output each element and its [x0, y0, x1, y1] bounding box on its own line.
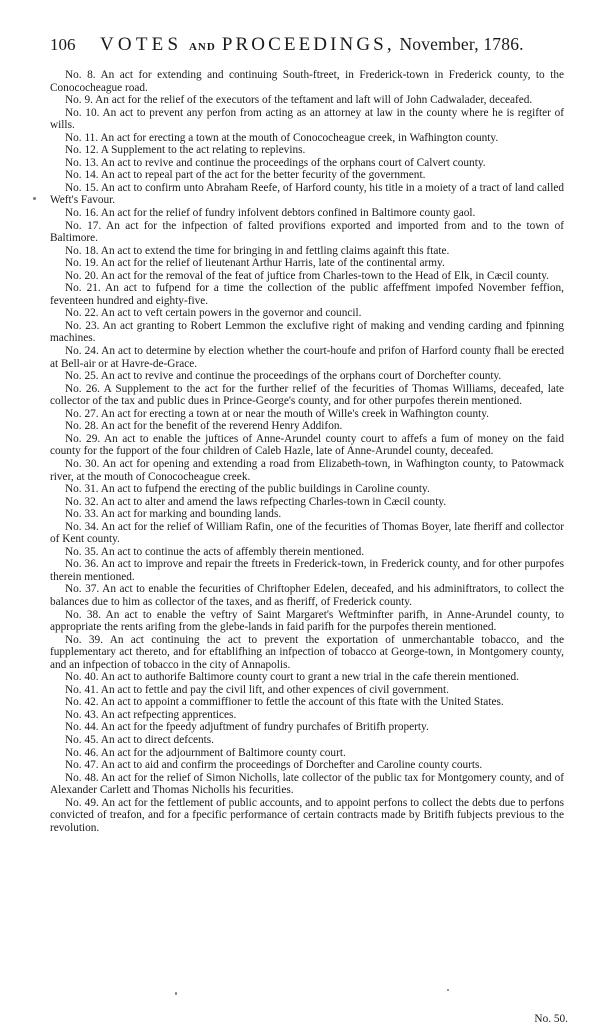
act-entry — [50, 207, 564, 220]
act-entry — [50, 583, 564, 608]
act-text: An act for erecting a town at or near the mouth of Wille's creek in Wafhington county. — [100, 407, 489, 420]
act-number: No. 20. — [65, 269, 99, 282]
act-entry — [50, 320, 564, 345]
act-text: An act for the relief of lieutenant Arthur Harris, late of the continental army. — [100, 257, 445, 270]
act-entry — [50, 496, 564, 509]
act-number: No. 44. — [65, 721, 99, 734]
act-entry — [50, 144, 564, 157]
act-entry — [50, 747, 564, 760]
act-entry — [50, 169, 564, 182]
act-text: An act for erecting a town at the mouth of Conococheague creek, in Wafhington county. — [100, 131, 499, 144]
act-number: No. 30. — [65, 457, 100, 470]
page-number: 106 — [50, 35, 76, 54]
act-entry — [50, 734, 564, 747]
act-text: An act to continue the acts of affembly therein mentioned. — [100, 545, 365, 558]
act-number: No. 25. — [65, 370, 99, 383]
act-number: No. 41. — [65, 683, 99, 696]
act-text: An act for the relief of fundry infolvent debtors confined in Baltimore county gaol. — [100, 207, 476, 220]
act-text: An act to aid and confirm the proceedings of Dorchefter and Caroline county courts. — [100, 759, 483, 772]
act-text: An act to enable the juftices of Anne-Arundel county court to affefs a fum of money on the faid county for the fupport of the four children of Caleb Hazle, late of Anne-Arundel county, deceafed. — [50, 432, 565, 458]
act-text: An act for the removal of the feat of juftice from Charles-town to the Head of Elk, in Cæcil county. — [100, 269, 549, 282]
act-text: An act to fufpend the erecting of the public buildings in Caroline county. — [100, 483, 430, 496]
act-number: No. 42. — [65, 696, 99, 709]
scan-speck — [447, 989, 449, 991]
act-number: No. 26. — [65, 382, 100, 395]
act-text: An act to fettle and pay the civil lift, and other expences of civil government. — [100, 683, 449, 696]
act-number: No. 27. — [65, 407, 99, 420]
act-entry — [50, 420, 564, 433]
act-number: No. 8. — [65, 69, 96, 81]
act-entry — [50, 521, 564, 546]
act-number: No. 40. — [65, 671, 99, 684]
act-number: No. 13. — [65, 156, 99, 169]
act-number: No. 17. — [65, 219, 102, 232]
act-text: An act to revive and continue the proceedings of the orphans court of Calvert county. — [100, 156, 486, 169]
act-entry — [50, 383, 564, 408]
act-number: No. 37. — [65, 583, 100, 596]
act-entry — [50, 270, 564, 283]
act-entry — [50, 94, 564, 107]
act-entry — [50, 245, 564, 258]
page-header — [50, 33, 570, 55]
act-number: No. 48. — [65, 771, 99, 784]
act-entry — [50, 307, 564, 320]
act-number: No. 24. — [65, 345, 99, 358]
act-number: No. 21. — [65, 282, 101, 295]
act-text: An act for the fpeedy adjuftment of fundry purchafes of Britifh property. — [100, 721, 429, 734]
act-text: An act to improve and repair the ftreets in Frederick-town, in Frederick county, and for other purpofes therein mentioned. — [50, 558, 565, 583]
act-number: No. 45. — [65, 733, 99, 746]
act-number: No. 49. — [65, 796, 99, 809]
act-text: An act for the fettlement of public accounts, and to appoint perfons to collect the debts due to perfons convicted of treafon, and for a fpecific performance of certain contracts made by Britifh fubjects previous to the revolution. — [50, 796, 565, 834]
act-text: An act for the relief of the executors of the teftament and laft will of John Cadwalader, deceafed. — [95, 94, 533, 107]
act-number: No. 22. — [65, 307, 99, 320]
act-entry — [50, 408, 564, 421]
act-number: No. 38. — [65, 608, 101, 621]
act-entry — [50, 671, 564, 684]
act-entry — [50, 107, 564, 132]
act-text: An act for the adjournment of Baltimore county court. — [100, 746, 346, 759]
act-number: No. 39. — [65, 633, 104, 646]
act-entry — [50, 132, 564, 145]
act-text: An act for the benefit of the reverend Henry Addifon. — [100, 420, 343, 433]
act-number: No. 15. — [65, 181, 99, 194]
act-number: No. 36. — [65, 558, 99, 571]
act-entry — [50, 546, 564, 559]
act-text: A Supplement to the act relating to replevins. — [100, 144, 306, 157]
act-number: No. 12. — [65, 144, 99, 157]
act-text: An act continuing the act to prevent the exportation of unmerchantable tobacco, and the fupplementary act thereto, and for eftablifhing an infpection of tobacco at George-town, in Montgomery county, and an infpection of tobacco in the city of Annapolis. — [50, 633, 565, 671]
act-text: An act to revive and continue the proceedings of the orphans court of Dorchefter county. — [100, 370, 502, 383]
act-text: An act to fufpend for a time the collection of the public affeffment impofed November feffion, feventeen hundred and eighty-five. — [50, 282, 565, 307]
act-text: An act to authorife Baltimore county court to grant a new trial in the cafe therein mentioned. — [100, 671, 519, 684]
act-entry — [50, 182, 564, 207]
act-number: No. 14. — [65, 169, 99, 182]
act-entry — [50, 696, 564, 709]
act-number: No. 33. — [65, 508, 99, 521]
act-entry — [50, 458, 564, 483]
title-votes: VOTES — [100, 34, 183, 55]
act-entry — [50, 508, 564, 521]
act-text: An act to enable the fecurities of Chriftopher Edelen, deceafed, and his adminiftrators, to collect the balances due to him as collector of the taxes, and as fheriff, of Frederick county. — [50, 583, 565, 608]
catchword: No. 50. — [534, 1013, 568, 1025]
act-number: No. 43. — [65, 708, 99, 721]
act-number: No. 9. — [65, 94, 93, 107]
act-number: No. 28. — [65, 420, 99, 433]
acts-list — [50, 69, 564, 834]
act-entry — [50, 721, 564, 734]
act-entry — [50, 157, 564, 170]
act-text: An act to appoint a commiffioner to fettle the account of this ftate with the United States. — [100, 696, 504, 709]
act-number: No. 32. — [65, 495, 99, 508]
act-text: An act to extend the time for bringing in and fettling claims againft this ftate. — [100, 244, 450, 257]
act-number: No. 47. — [65, 759, 99, 772]
act-text: An act to confirm unto Abraham Reefe, of Harford county, his title in a moiety of a tract of land called Weft's Favour. — [50, 181, 564, 207]
act-number: No. 46. — [65, 746, 99, 759]
act-entry — [50, 69, 564, 94]
act-text: An act for the relief of William Rafin, one of the fecurities of Thomas Boyer, late fheriff and collector of Kent county. — [50, 520, 565, 546]
scan-speck — [175, 992, 177, 995]
act-text: An act to determine by election whether the court-houfe and prifon of Harford county fhall be erected at Bell-air or at Havre-de-Grace. — [50, 345, 564, 370]
act-text: An act for the relief of Simon Nicholls, late collector of the public tax for Montgomery county, and of Alexander Carlett and Thomas Nicholls his fecurities. — [50, 771, 564, 797]
act-entry — [50, 709, 564, 722]
scan-speck — [33, 197, 36, 200]
act-text: An act granting to Robert Lemmon the exclufive right of making and vending carding and fpinning machines. — [50, 319, 565, 345]
act-number: No. 29. — [65, 432, 101, 445]
act-number: No. 35. — [65, 545, 99, 558]
act-number: No. 34. — [65, 520, 99, 533]
act-text: An act refpecting apprentices. — [100, 708, 237, 721]
act-number: No. 18. — [65, 244, 99, 257]
act-number: No. 23. — [65, 319, 100, 332]
title-proceedings: PROCEEDINGS, — [221, 34, 395, 55]
title-and: AND — [188, 41, 216, 53]
act-number: No. 31. — [65, 483, 99, 496]
act-entry — [50, 772, 564, 797]
act-number: No. 19. — [65, 257, 99, 270]
act-entry — [50, 797, 564, 835]
act-entry — [50, 257, 564, 270]
act-text: An act to repeal part of the act for the better fecurity of the government. — [100, 169, 426, 182]
act-entry — [50, 220, 564, 245]
act-text: An act for the infpection of falted provifions exported and imported from and to the town of Baltimore. — [50, 219, 564, 245]
act-number: No. 11. — [65, 131, 99, 144]
act-text: An act to direct defcents. — [100, 733, 215, 746]
act-text: A Supplement to the act for the further relief of the fecurities of Thomas Williams, deceafed, late collector of the tax and public dues in Prince-George's county, and for other purpofes therein mentioned. — [50, 382, 564, 408]
act-text: An act to enable the veftry of Saint Margaret's Weftminfter parifh, in Anne-Arundel county, to appropriate the rents arifing from the glebe-lands in faid parifh for the purpofes therein mentioned. — [50, 608, 565, 634]
header-date: November, 1786. — [399, 34, 524, 54]
act-entry — [50, 345, 564, 370]
act-text: An act for marking and bounding lands. — [100, 508, 282, 521]
act-entry — [50, 558, 564, 583]
act-number: No. 10. — [65, 106, 100, 119]
act-text: An act to veft certain powers in the governor and council. — [100, 307, 362, 320]
act-entry — [50, 433, 564, 458]
act-text: An act for opening and extending a road from Elizabeth-town, in Wafhington county, to Patowmack river, at the mouth of Conococheague creek. — [50, 457, 564, 483]
act-entry — [50, 483, 564, 496]
act-entry — [50, 282, 564, 307]
act-entry — [50, 609, 564, 634]
act-text: An act to prevent any perfon from acting as an attorney at law in the county where he is regifter of wills. — [50, 106, 565, 132]
act-entry — [50, 759, 564, 772]
act-entry — [50, 370, 564, 383]
act-text: An act to alter and amend the laws refpecting Charles-town in Cæcil county. — [100, 495, 447, 508]
act-entry — [50, 634, 564, 672]
act-entry — [50, 684, 564, 697]
act-number: No. 16. — [65, 207, 99, 220]
act-text: An act for extending and continuing South-ftreet, in Frederick-town in Frederick county, to the Conococheague road. — [50, 69, 564, 94]
